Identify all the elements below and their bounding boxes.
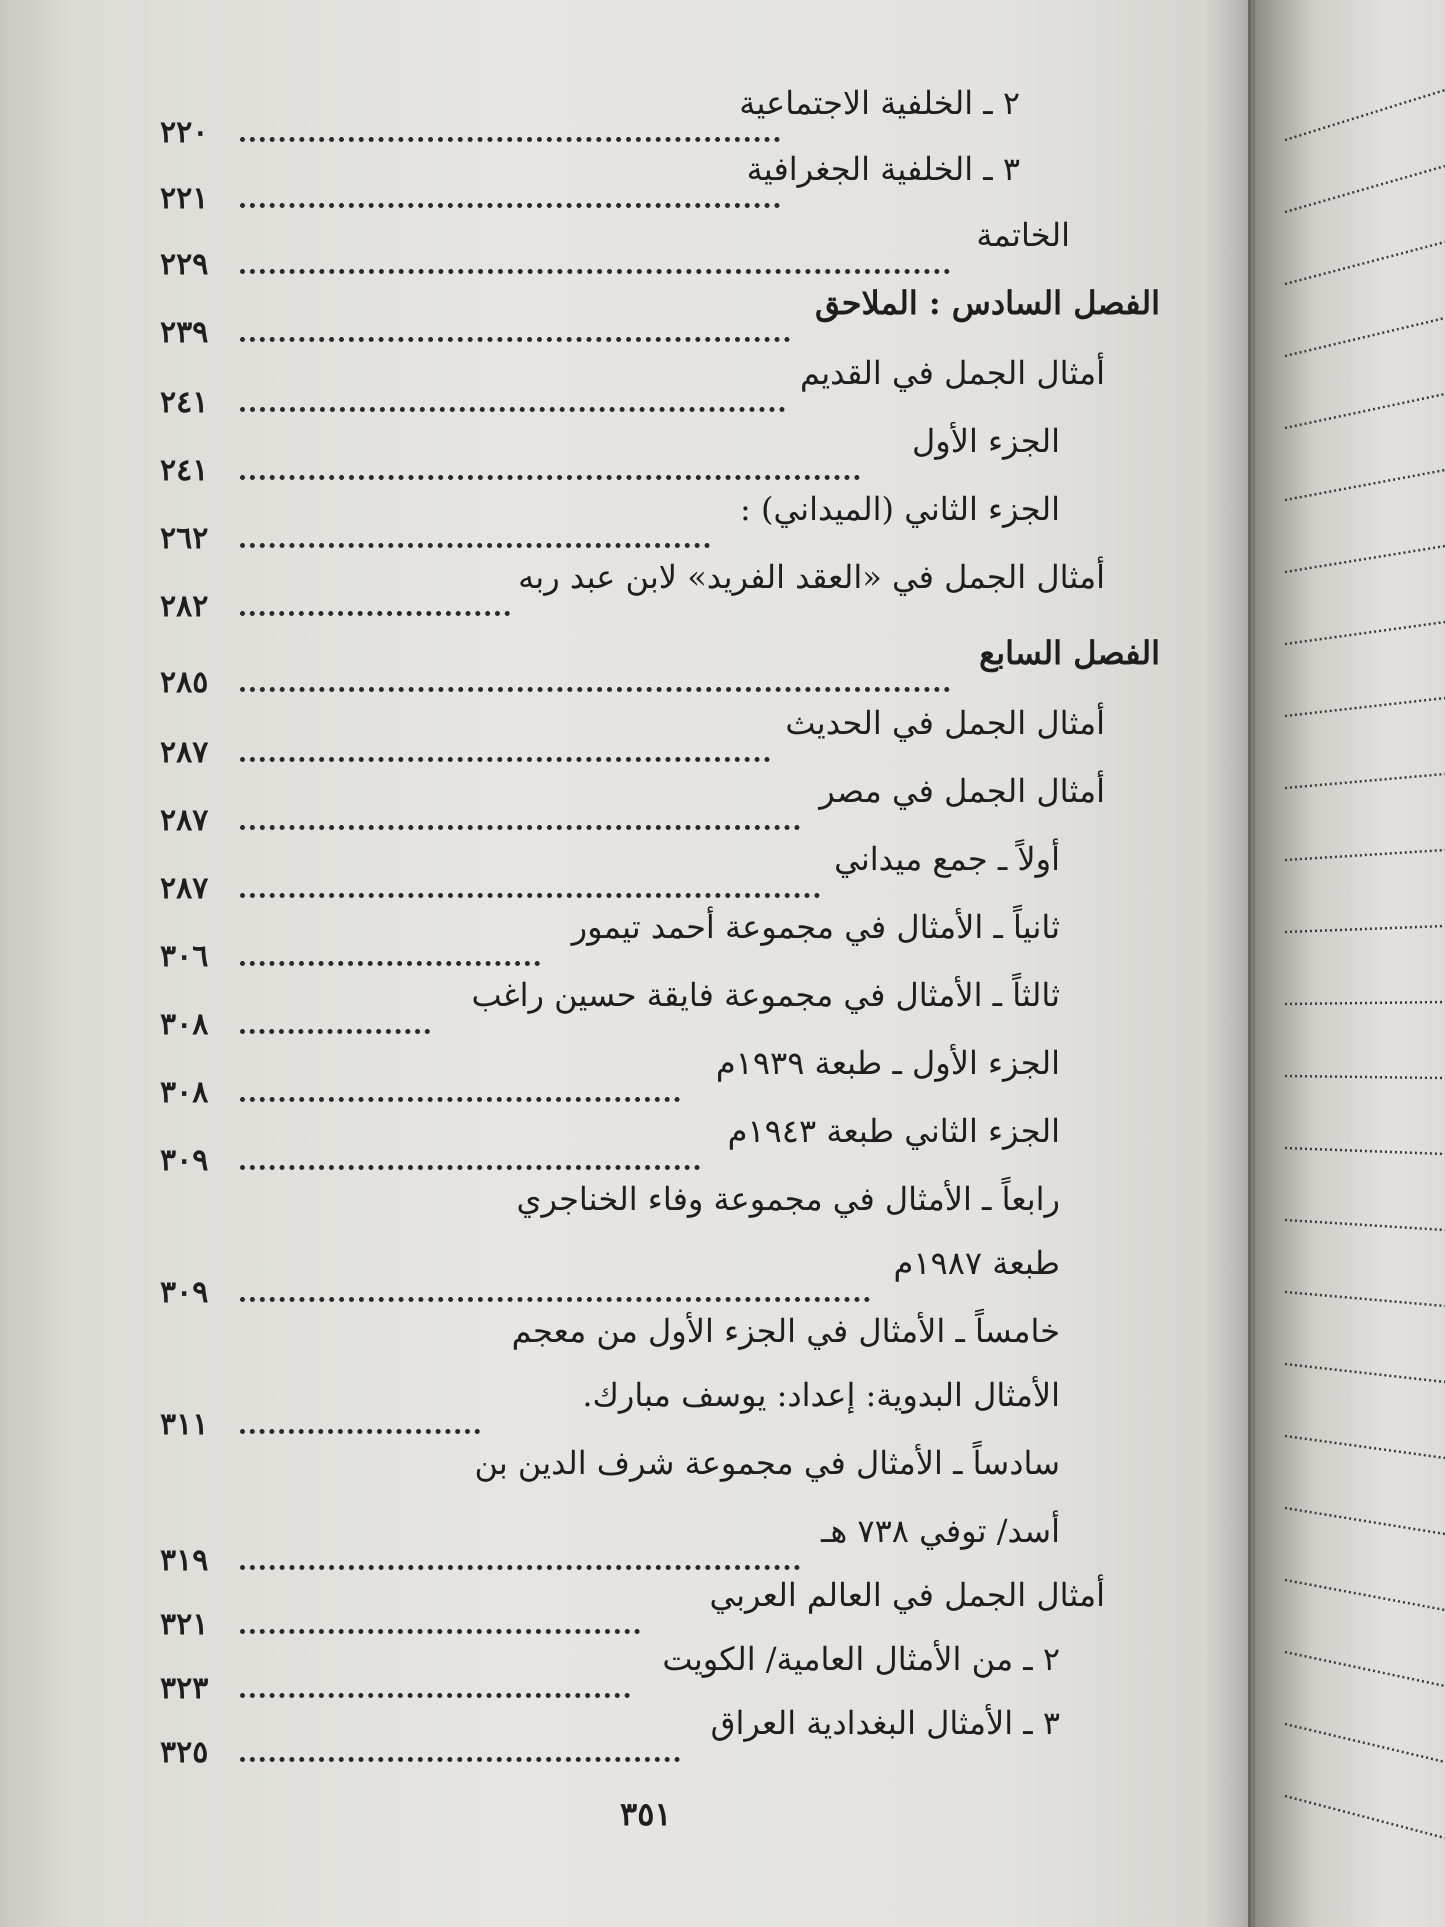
toc-entry-title: رابعاً ـ الأمثال في مجموعة وفاء الخناجري [516,1180,1060,1218]
toc-entry-title: الجزء الأول ـ طبعة ١٩٣٩م [715,1044,1060,1082]
toc-entry-page: ٢٨٧ [160,735,209,770]
toc-entry-page: ٢٢٠ [160,115,209,150]
edge-leader-line [1285,242,1445,284]
edge-leader-line [1285,1292,1445,1306]
edge-leader-line [1285,166,1445,212]
toc-chapter-title: الفصل السادس : الملاحق [815,284,1160,322]
edge-leader-line [1285,850,1445,860]
edge-leader-line [1285,470,1445,500]
toc-entry [160,212,1100,282]
toc-entry-title: ٢ ـ الخلفية الاجتماعية [739,84,1020,122]
toc-entry-page: ٣٠٩ [160,1275,209,1310]
toc-entry-page: ٣٠٩ [160,1143,209,1178]
toc-entry-page: ٣٠٨ [160,1007,209,1042]
toc-entry-page: ٢٦٢ [160,521,209,556]
toc-entry-page: ٣٢٣ [160,1671,209,1706]
toc-entry-page: ٣٠٨ [160,1075,209,1110]
dot-leader [240,199,780,208]
toc-entry-title: ثانياً ـ الأمثال في مجموعة أحمد تيمور [571,908,1060,946]
toc-entry-title: أمثال الجمل في القديم [799,354,1105,392]
toc-entry-page: ٢٨٧ [160,803,209,838]
toc-entry-page: ٢٤١ [160,453,209,488]
toc-entry-title: الجزء الثاني طبعة ١٩٤٣م [727,1112,1060,1150]
dot-leader [240,265,950,274]
toc-entry-page: ٢٨٥ [160,665,209,700]
toc-entry [160,554,1105,624]
toc-entry-page: ٢٨٧ [160,871,209,906]
toc-entry [160,1108,1100,1178]
toc-entry [160,630,1160,700]
edge-leader-line [1285,698,1445,716]
toc-entry [160,1700,1100,1770]
edge-leader-line [1285,1436,1445,1458]
toc-entry-page: ٢٢١ [160,181,209,216]
toc-entry [160,700,1105,770]
toc-entry [160,1636,1100,1706]
toc-entry-page: ٣٠٦ [160,939,209,974]
toc-entry [160,280,1160,350]
edge-leader-line [1285,1724,1445,1762]
dot-leader [240,403,785,412]
dot-leader [240,333,790,342]
toc-entry-title: أمثال الجمل في العالم العربي [709,1576,1105,1614]
dot-leader [240,539,710,548]
dot-leader [240,1753,680,1762]
toc-entry [160,836,1100,906]
toc-entry-title: أمثال الجمل في مصر [819,772,1105,810]
toc-entry-page: ٣١٩ [160,1543,209,1578]
dot-leader [240,471,860,480]
toc-entry-page: ٣٢٥ [160,1735,209,1770]
dot-leader [240,683,950,692]
dot-leader [240,1689,630,1698]
toc-entry [160,904,1100,974]
dot-leader [240,889,820,898]
toc-entry-title: ٣ ـ الأمثال البغدادية العراق [710,1704,1060,1742]
page-number: ٣٥١ [620,1795,672,1833]
toc-entry-title: خامساً ـ الأمثال في الجزء الأول من معجم [511,1312,1060,1350]
toc-entry-title: الخاتمة [976,216,1070,254]
toc-entry-title: أمثال الجمل في «العقد الفريد» لابن عبد ربه [518,558,1105,596]
edge-leader-line [1285,774,1445,788]
toc-entry-page: ٢٨٢ [160,589,209,624]
dot-leader [240,957,540,966]
dot-leader [240,1025,430,1034]
edge-leader-line [1285,1364,1445,1382]
edge-leader-line [1285,90,1445,140]
toc-entry-title: طبعة ١٩٨٧م [893,1244,1060,1282]
edge-leader-line [1285,622,1445,644]
dot-leader [240,821,800,830]
toc-entry [160,768,1105,838]
dot-leader [240,1293,870,1302]
edge-leader-line [1285,1076,1445,1078]
toc-entry [160,418,1100,488]
toc-entry [160,1308,1100,1378]
toc-entry-page: ٢٣٩ [160,315,209,350]
toc-entry-page: ٣٢١ [160,1607,209,1642]
edge-leader-line [1285,926,1445,932]
book-gutter [1248,0,1251,1927]
edge-leader-line [1285,1652,1445,1686]
toc-entry [160,1040,1100,1110]
toc-entry [160,1240,1100,1310]
dot-leader [240,753,770,762]
toc-entry [160,1440,1100,1510]
toc-entry [160,972,1100,1042]
dot-leader [240,133,780,142]
adjacent-page-edge [1255,0,1445,1927]
toc-entry-title: سادساً ـ الأمثال في مجموعة شرف الدين بن [474,1444,1060,1482]
edge-leader-line [1285,1148,1445,1154]
dot-leader [240,1161,700,1170]
toc-entry [160,350,1105,420]
toc-entry-title: الجزء الأول [911,422,1060,460]
toc-entry [160,1372,1100,1442]
edge-leader-line [1285,546,1445,572]
edge-leader-line [1285,1002,1445,1004]
dot-leader [240,607,510,616]
toc-entry-page: ٢٢٩ [160,247,209,282]
toc-entry-title: أولاً ـ جمع ميداني [834,840,1060,878]
toc-entry-title: أسد/ توفي ٧٣٨ هـ [820,1512,1060,1550]
dot-leader [240,1561,800,1570]
edge-leader-line [1285,1796,1445,1838]
toc-entry-title: ٣ ـ الخلفية الجغرافية [746,150,1020,188]
edge-leader-line [1285,318,1445,356]
toc-entry [160,1572,1105,1642]
edge-leader-line [1285,1580,1445,1610]
toc-entry [160,1176,1100,1246]
edge-leader-line [1285,1508,1445,1534]
toc-chapter-title: الفصل السابع [979,634,1160,672]
dot-leader [240,1093,680,1102]
toc-entry [160,1508,1100,1578]
toc-entry-title: الأمثال البدوية: إعداد: يوسف مبارك. [582,1376,1060,1414]
toc-entry-title: أمثال الجمل في الحديث [785,704,1105,742]
toc-entry [160,486,1100,556]
dot-leader [240,1625,640,1634]
toc-entry [160,146,1100,216]
edge-leader-line [1285,1220,1445,1230]
adjacent-page-dot-leaders [1255,0,1445,1927]
dot-leader [240,1425,480,1434]
toc-entry-page: ٣١١ [160,1407,209,1442]
toc-entry-title: ٢ ـ من الأمثال العامية/ الكويت [662,1640,1060,1678]
toc-entry-title: ثالثاً ـ الأمثال في مجموعة فايقة حسين راغب [471,976,1060,1014]
toc-entry-title: الجزء الثاني (الميداني) : [740,490,1060,528]
toc-entry-page: ٢٤١ [160,385,209,420]
toc-entry [160,80,1100,150]
edge-leader-line [1285,394,1445,428]
